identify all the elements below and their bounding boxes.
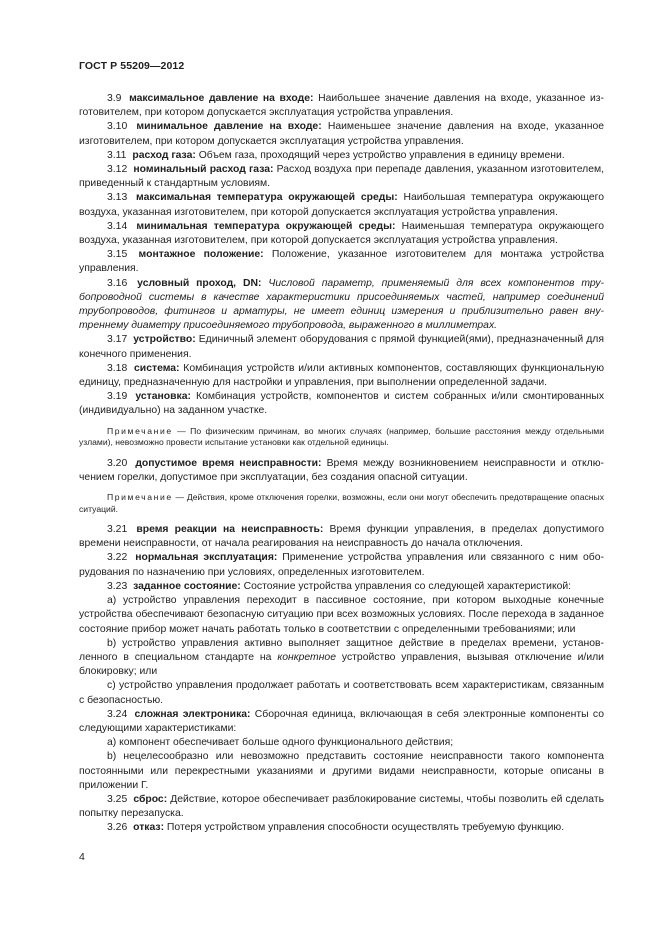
clause-number: 3.12 xyxy=(107,164,128,176)
clause-number: 3.23 xyxy=(107,580,128,592)
document-header: ГОСТ Р 55209—2012 xyxy=(79,60,185,72)
term: сложная электроника: xyxy=(134,708,251,720)
term: отказ: xyxy=(133,822,165,834)
definition-text: Наименьшее значение давления на входе, указанное изготовителем, при котором допускается эксплуатация устройства управления. xyxy=(79,121,604,147)
definition-3-13 xyxy=(79,191,604,219)
definition-3-17 xyxy=(79,333,604,361)
definition-text: Комбинация устройств, компонентов и систем собранных и/или смонтированных (индивидуально) на заданном участке. xyxy=(79,391,605,417)
term: минимальное давление на входе: xyxy=(136,121,322,133)
clause-number: 3.19 xyxy=(107,391,128,403)
list-item-text: устройство управления, вызывая отключение и/или блокировку; или xyxy=(79,651,604,678)
note-label: Примечание xyxy=(107,425,173,436)
list-item-emphasis: конкретное xyxy=(277,651,336,663)
clause-number: 3.9 xyxy=(107,93,122,104)
definition-text: Комбинация устройств и/или активных компонентов, составляющих функциональную единицу, предназначенную для настройки и управления, при выполнении определенной задачи. xyxy=(79,362,604,389)
clause-number: 3.14 xyxy=(107,220,128,232)
definition-3-11 xyxy=(79,149,604,163)
list-item-b: b) нецелесообразно или невозможно представить состояние неисправности такого компонента постоянными или перекрестными указаниями и другими видами неисправности, которые описаны в приложении Г. xyxy=(79,751,604,791)
definition-text: Положение, указанное изготовителем для монтажа устройства управления. xyxy=(79,249,604,275)
definition-text: Сборочная единица, включающая в себя электронные компоненты со следующими характеристиками: xyxy=(79,708,604,734)
note-text: — По физическим причинам, во многих случаях (например, большие расстояния между отдельными узлами), невозможно провести испытание установки как отдельной единицы. xyxy=(79,425,604,448)
definition-text: Действие, которое обеспечивает разблокирование системы, чтобы позволить ей сделать попытку перезапуска. xyxy=(79,793,605,820)
definition-3-21 xyxy=(79,523,604,551)
term: система: xyxy=(134,362,180,374)
clause-number: 3.21 xyxy=(107,524,128,536)
definition-3-23 xyxy=(79,580,604,594)
term: максимальная температура окружающей среды: xyxy=(136,192,398,204)
definition-3-22 xyxy=(79,551,604,579)
definition-text: Наибольшее значение давления на входе, указанное изготовителем, при котором допускается эксплуатация устройства управления. xyxy=(79,93,604,119)
page-number: 4 xyxy=(79,851,85,863)
definition-text: Применение устройства управления или связанного с ним оборудования по назначению при условиях, определенных изготовителем. xyxy=(79,552,604,578)
list-item-a: а) компонент обеспечивает больше одного функционального действия; xyxy=(107,737,454,749)
clause-number: 3.15 xyxy=(107,249,128,261)
note-text: — Действия, кроме отключения горелки, возможны, если они могут обеспечить предотвращение опасных ситуаций. xyxy=(79,492,604,514)
clause-number: 3.22 xyxy=(107,552,128,564)
definition-3-24 xyxy=(79,708,604,736)
definition-text: Потеря устройством управления способности осуществлять требуемую функцию. xyxy=(164,822,565,834)
document-body xyxy=(79,92,604,836)
list-item-text: b) устройство управления активно выполняет защитное действие в пределах времени, установленного в специальном стандарте на xyxy=(79,637,604,663)
definition-text: Время между возникновением неисправности и отключением горелки, допустимое при эксплуатации, без создания опасной ситуации. xyxy=(79,457,604,483)
term: нормальная эксплуатация: xyxy=(135,552,278,564)
definition-text: Единичный элемент оборудования с прямой функцией(ями), предназначенный для конечного применения. xyxy=(79,334,604,360)
term: допустимое время неисправности: xyxy=(135,457,322,469)
definition-3-20 xyxy=(79,457,604,485)
term: установка: xyxy=(135,391,191,403)
term: устройство: xyxy=(133,334,196,346)
term: расход газа: xyxy=(132,149,196,161)
definition-3-19 xyxy=(79,390,604,418)
list-item-c: с) устройство управления продолжает работать и соответствовать всем характеристикам, связанным с безопасностью. xyxy=(79,680,604,706)
clause-number: 3.13 xyxy=(107,192,128,204)
term: сброс: xyxy=(133,793,168,805)
definition-text: Наименьшая температура окружающего воздуха, указанная изготовителем, при которой допускается эксплуатация устройства управления. xyxy=(79,220,605,247)
clause-number: 3.26 xyxy=(107,822,128,834)
definition-3-9 xyxy=(79,92,604,120)
term: время реакции на неисправность: xyxy=(136,524,324,536)
definition-text: Наибольшая температура окружающего воздуха, указанная изготовителем, при которой допускается эксплуатация устройства управления. xyxy=(79,192,605,218)
clause-number: 3.20 xyxy=(107,457,128,469)
clause-number: 3.17 xyxy=(107,334,128,346)
term: монтажное положение: xyxy=(138,249,264,261)
definition-3-26 xyxy=(79,821,604,835)
clause-number: 3.11 xyxy=(107,149,127,161)
clause-number: 3.16 xyxy=(107,277,128,289)
definition-text: Числовой параметр, применяемый для всех компонентов трубопроводной системы в качестве характеристики присоединяемых частей, например соединений трубопроводов, фитингов и арматуры, не имеет единиц измерения и приблизительно равен внутреннему диаметру присоединяемого трубопровода, выраженного в миллиметрах. xyxy=(79,277,605,332)
definition-3-14 xyxy=(79,220,604,248)
definition-3-10 xyxy=(79,120,604,148)
definition-text: Время функции управления, в пределах допустимого времени неисправности, от начала реагирования на неисправность до начала отключения. xyxy=(79,524,604,550)
term: условный проход, DN: xyxy=(137,277,262,289)
definition-3-25 xyxy=(79,793,604,821)
term: заданное состояние: xyxy=(133,580,241,592)
clause-number: 3.25 xyxy=(107,793,128,805)
definition-3-16 xyxy=(79,277,604,334)
definition-text: Состояние устройства управления со следующей характеристикой: xyxy=(240,580,572,592)
definition-text: Объем газа, проходящий через устройство управления в единицу времени. xyxy=(195,149,565,161)
list-item-a: а) устройство управления переходит в пассивное состояние, при котором выходные конечные устройства обеспечивают безопасную ситуацию при всех возможных условиях. После перехода в заданное состояние прибор может начать работать только в соответствии с определенными требованиями; или xyxy=(79,595,604,635)
clause-number: 3.24 xyxy=(107,708,128,720)
clause-number: 3.10 xyxy=(107,121,128,133)
note-3-19 xyxy=(79,426,604,449)
clause-number: 3.18 xyxy=(107,362,128,374)
definition-3-12 xyxy=(79,163,604,191)
note-3-20 xyxy=(79,492,604,515)
definition-3-18 xyxy=(79,362,604,390)
list-item-b xyxy=(79,637,604,680)
term: максимальное давление на входе: xyxy=(129,93,314,104)
term: номинальный расход газа: xyxy=(133,164,274,176)
note-label: Примечание xyxy=(107,492,173,503)
term: минимальная температура окружающей среды: xyxy=(136,220,396,232)
definition-text: Расход воздуха при перепаде давления, указанном изготовителем, приведенный к стандартным условиям. xyxy=(79,164,605,190)
definition-3-15 xyxy=(79,248,604,276)
